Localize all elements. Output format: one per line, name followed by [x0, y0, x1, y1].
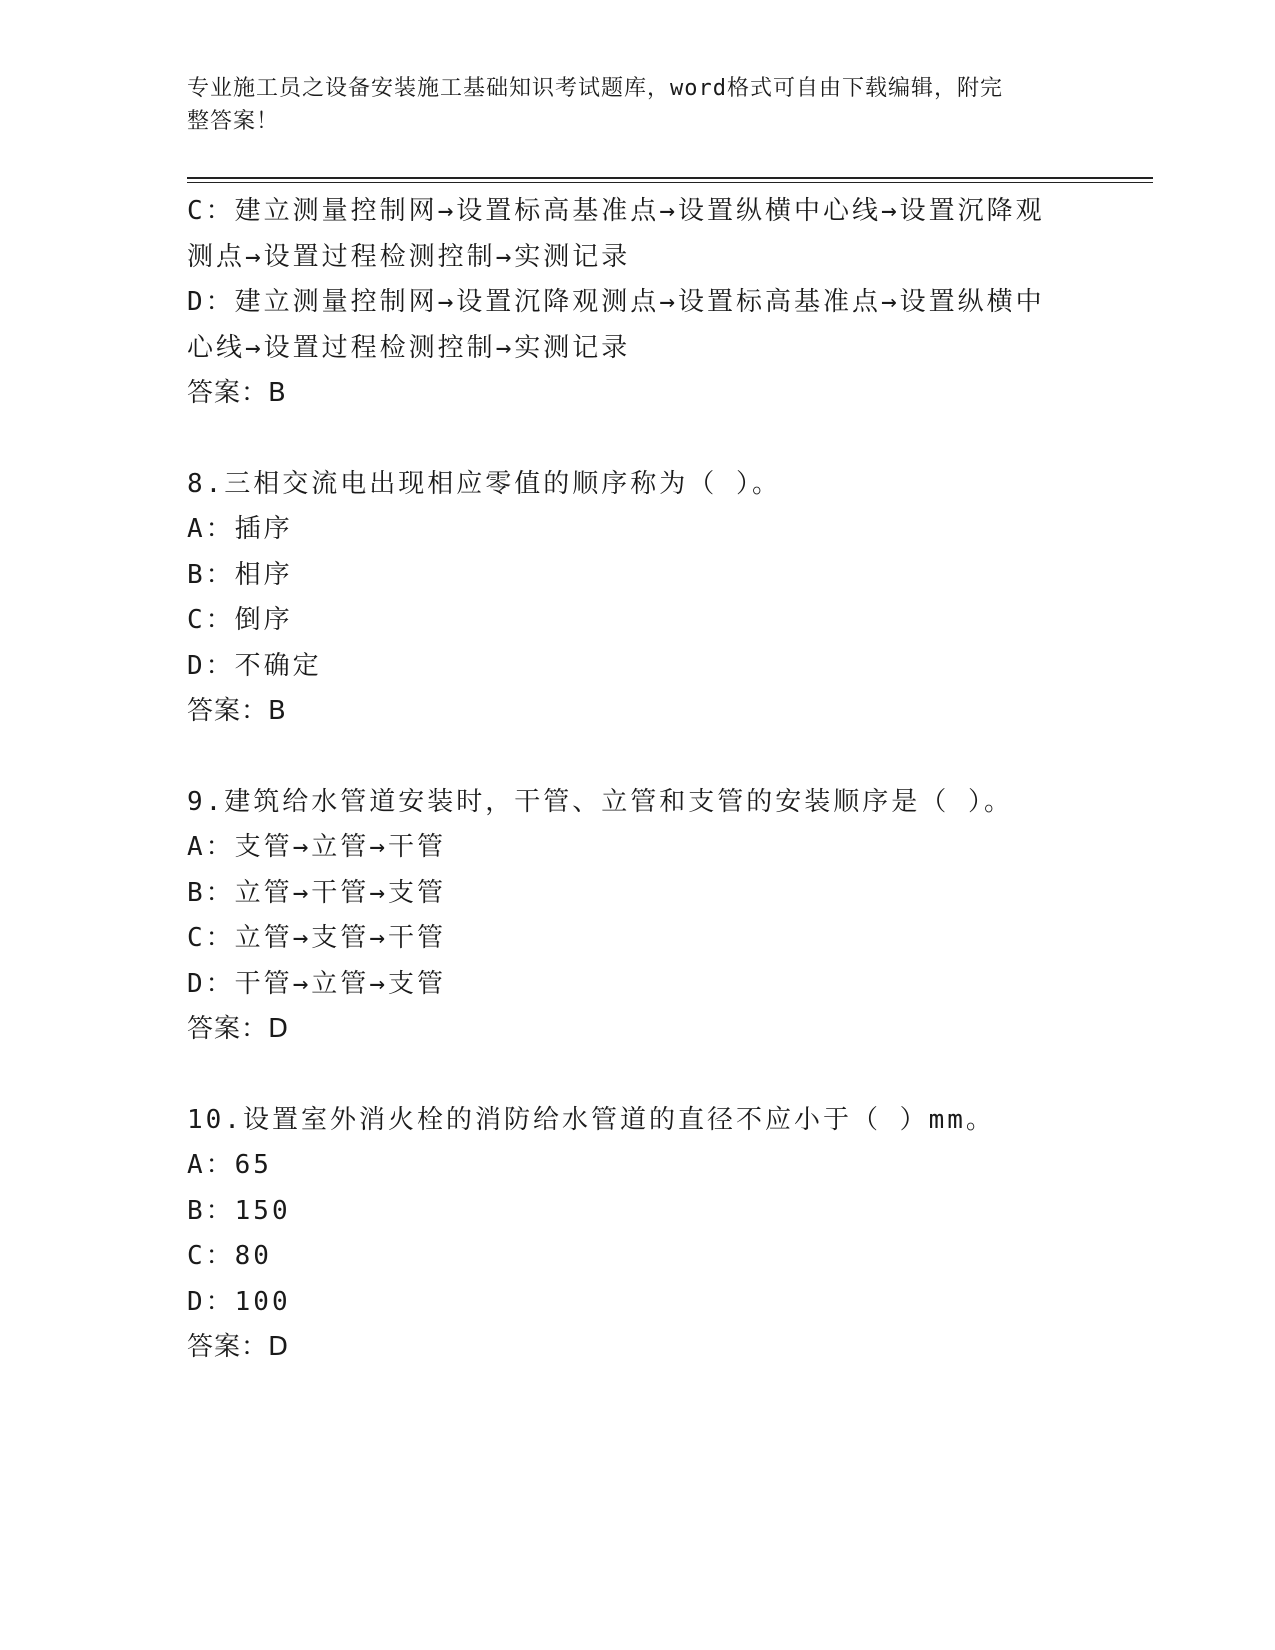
question-8: [187, 462, 1087, 735]
option-c-line-2: 测点→设置过程检测控制→实测记录: [187, 241, 631, 272]
spacer: [187, 735, 1087, 780]
question-text: 10.设置室外消火栓的消防给水管道的直径不应小于（ ）mm。: [187, 1104, 995, 1135]
answer: 答案：B: [187, 378, 287, 408]
question-7-continued: [187, 189, 1087, 417]
header-line-2: 整答案！: [187, 109, 280, 134]
option-c-line-1: C：建立测量控制网→设置标高基准点→设置纵横中心线→设置沉降观: [187, 196, 1045, 226]
option-c: C：80: [187, 1241, 272, 1271]
option-b: B：立管→干管→支管: [187, 877, 446, 908]
answer: 答案：D: [187, 1332, 290, 1362]
header-line-1: 专业施工员之设备安装施工基础知识考试题库，word格式可自由下载编辑，附完: [187, 76, 1003, 101]
question-9: [187, 780, 1087, 1053]
spacer: [187, 1053, 1087, 1098]
option-d-line-2: 心线→设置过程检测控制→实测记录: [187, 332, 631, 363]
option-b: B：相序: [187, 559, 293, 590]
option-c: C：倒序: [187, 605, 293, 635]
question-text: 8.三相交流电出现相应零值的顺序称为（ ）。: [187, 468, 781, 499]
option-d: D：100: [187, 1286, 291, 1317]
option-d-line-1: D：建立测量控制网→设置沉降观测点→设置标高基准点→设置纵横中: [187, 287, 1045, 317]
answer: 答案：D: [187, 1014, 290, 1044]
spacer: [187, 417, 1087, 462]
option-a: A：65: [187, 1150, 272, 1180]
question-10: [187, 1098, 1087, 1371]
option-b: B：150: [187, 1195, 291, 1226]
option-c: C：立管→支管→干管: [187, 923, 446, 953]
document-body: [187, 189, 1087, 1371]
document-header: [187, 72, 1067, 138]
option-d: D：干管→立管→支管: [187, 968, 446, 999]
question-text: 9.建筑给水管道安装时，干管、立管和支管的安装顺序是（ ）。: [187, 786, 1013, 817]
answer: 答案：B: [187, 696, 287, 726]
header-divider-thin: [187, 182, 1153, 183]
option-d: D：不确定: [187, 650, 322, 681]
option-a: A：插序: [187, 514, 293, 544]
option-a: A：支管→立管→干管: [187, 832, 446, 862]
header-divider-thick: [187, 177, 1153, 179]
